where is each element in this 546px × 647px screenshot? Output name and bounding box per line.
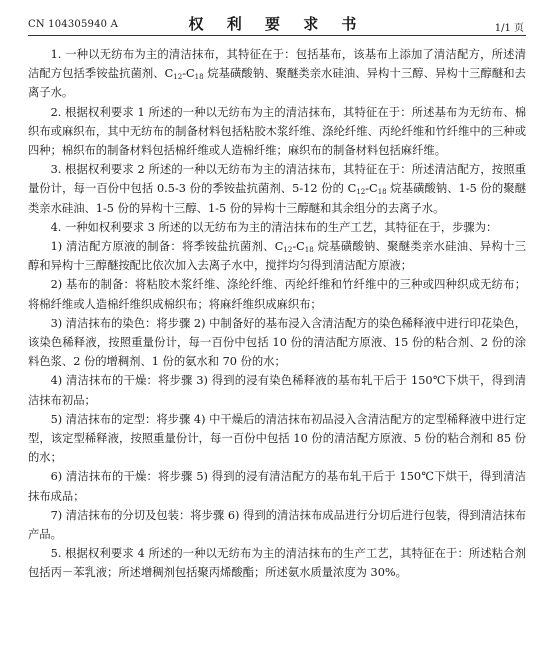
claim-2: 2. 根据权利要求 1 所述的一种以无纺布为主的清洁抹布，其特征在于：所述基布为无纺布、棉织布或麻织布，其中无纺布的制备材料包括粘胶木浆纤维、涤纶纤维、丙纶纤维和竹纤维中的三种或四种；棉织布的制备材料包括棉纤维或人造棉纤维；麻织布的制备材料包括麻纤维。 — [28, 105, 526, 158]
claim-3: 3. 根据权利要求 2 所述的一种以无纺布为主的清洁抹布，其特征在于：所述清洁配方，按照重量份计，每一百份中包括 0.5-3 份的季铵盐抗菌剂、5-12 份的 $C_{12}-C_{18}$ 烷基磺酸钠、1-5 份的聚醚类亲水硅油、1-5 份的异构十三醇、1-5 份的异构十三醇醚和其余组分的去离子水。 — [28, 163, 526, 215]
claim-4-step-6: 6) 清洁抹布的干燥：将步骤 5) 得到的浸有清洁配方的基布轧干后于 150℃下烘干，得到清洁抹布成品； — [28, 470, 526, 503]
claim-4-step-1: 1) 清洁配方原液的制备：将季铵盐抗菌剂、$C_{12}-C_{18}$ 烷基磺酸钠、聚醚类亲水硅油、异构十三醇和异构十三醇醚按配比依次加入去离子水中，搅拌均匀得到清洁配方原液； — [28, 240, 526, 273]
page-number: 1/1 页 — [494, 23, 524, 34]
claim-4-step-4: 4) 清洁抹布的干燥：将步骤 3) 得到的浸有染色稀释液的基布轧干后于 150℃下烘干，得到清洁抹布初品； — [28, 374, 526, 407]
claim-4: 4. 一种如权利要求 3 所述的以无纺布为主的清洁抹布的生产工艺，其特征在于，步骤为： — [50, 220, 498, 234]
page-header — [28, 11, 526, 36]
claim-5: 5. 根据权利要求 4 所述的一种以无纺布为主的清洁抹布的生产工艺，其特征在于：所述粘合剂包括丙－苯乳液；所述增稠剂包括聚丙烯酸酯；所述氨水质量浓度为 30%。 — [28, 547, 526, 580]
claim-4-step-3: 3) 清洁抹布的染色：将步骤 2) 中制备好的基布浸入含清洁配方的染色稀释液中进行印花染色，该染色稀释液，按照重量份计，每一百份中包括 10 份的清洁配方原液、15 份的粘合剂、2 份的涂料色浆、2 份的增稠剂、1 份的氨水和 70 份的水； — [28, 316, 526, 369]
claims-body — [28, 45, 526, 583]
claim-4-step-7: 7) 清洁抹布的分切及包装：将步骤 6) 得到的清洁抹布成品进行分切后进行包装，得到清洁抹布产品。 — [28, 508, 526, 542]
claim-4-step-5: 5) 清洁抹布的定型：将步骤 4) 中干燥后的清洁抹布初品浸入含清洁配方的定型稀释液中进行定型，该定型稀释液，按照重量份计，每一百份中包括 10 份的清洁配方原液、5 份的粘合剂和 85 份的水； — [28, 412, 526, 465]
claim-4-step-2: 2) 基布的制备：将粘胶木浆纤维、涤纶纤维、丙纶纤维和竹纤维中的三种或四种织成无纺布；将棉纤维或人造棉纤维织成棉织布；将麻纤维织成麻织布； — [28, 278, 526, 311]
claim-1: 1. 一种以无纺布为主的清洁抹布，其特征在于：包括基布，该基布上添加了清洁配方，所述清洁配方包括季铵盐抗菌剂、$C_{12}-C_{18}$ 烷基磺酸钠、聚醚类亲水硅油、异构十三醇、异构十三醇醚和去离子水。 — [28, 48, 526, 100]
page-title: 权 利 要 求 书 — [188, 15, 366, 33]
doc-number: CN 104305940 A — [28, 19, 119, 30]
